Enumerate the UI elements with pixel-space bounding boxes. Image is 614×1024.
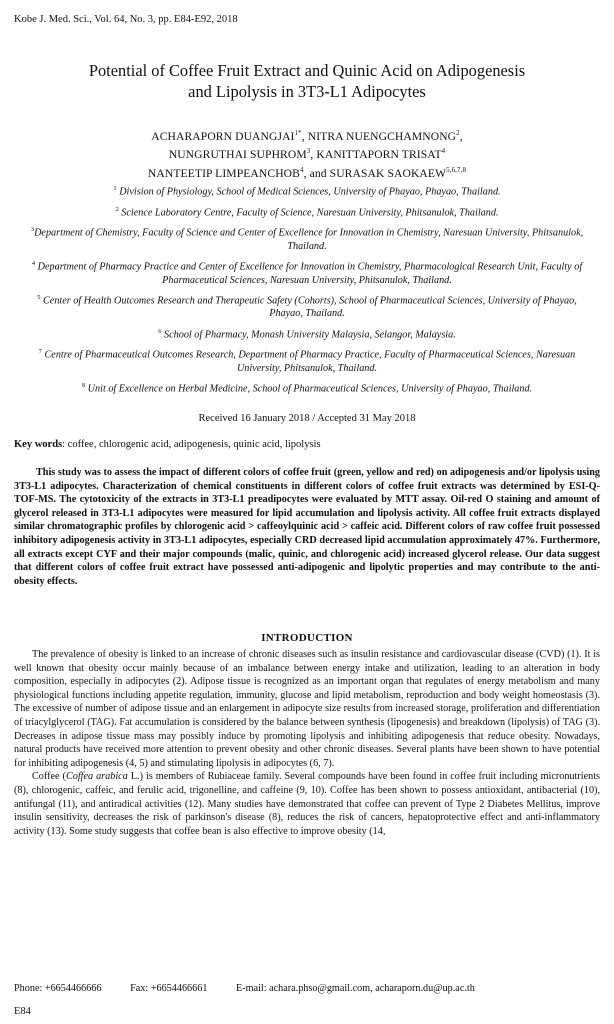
affiliation-text: Department of Pharmacy Practice and Center of Excellence for Innovation in Chemistry, Pharmacological Research Unit, Faculty of Pharmaceutical Sciences, Naresuan University, Phitsanulok, Thailand.	[35, 261, 583, 286]
intro-p2-text: Coffee (	[32, 771, 66, 783]
author-line-1	[20, 126, 594, 144]
running-head: Kobe J. Med. Sci., Vol. 64, No. 3, pp. E84-E92, 2018	[14, 14, 238, 25]
affiliation	[26, 257, 588, 287]
affiliation	[26, 182, 588, 199]
affiliation-sup: 6	[158, 327, 162, 335]
affiliation-sup: 7	[38, 348, 42, 356]
received-dates: Received 16 January 2018 / Accepted 31 May 2018	[198, 413, 416, 424]
affiliation-text: Center of Health Outcomes Research and Therapeutic Safety (Cohorts), School of Pharmaceutical Sciences, University of Phayao, Phayao, Thailand.	[40, 295, 577, 320]
author-name: NUNGRUTHAI SUPHROM	[168, 148, 307, 162]
affiliation	[26, 345, 588, 375]
author-name: NANTEETIP LIMPEANCHOB	[147, 166, 300, 180]
affiliation-sup: 5	[37, 293, 41, 301]
affiliation-text: Centre of Pharmaceutical Outcomes Research, Department of Pharmacy Practice, Faculty of Pharmaceutical Sciences, Naresuan University, Phitsanulok, Thailand.	[41, 349, 576, 374]
footer-fax: Fax: +6654466661	[130, 983, 208, 994]
intro-paragraph-1: The prevalence of obesity is linked to an increase of chronic diseases such as insulin resistance and cardiovascular disease (CVD) (1). It is well known that obesity occur mainly because of an imbalance between energy intake and utilization, leading to an alteration in body composition, especially in adipocytes (2). Adipose tissue is recognized as an important organ that regulates of energy metabolism and many physiological functions including appetite regulation, immunity, glucose and lipid metabolism, reproduction and body weight homeostasis (3). The excessive of number of adipose tissue and an enlargement in adipocyte size results from increased storage, proliferation and differentiation of triacylglycerol (TAG). Fat accumulation is considered by the balance between synthesis (lipogenesis) and breakdown (lipolysis) of TAG (3). Decreases in adipose tissue mass may possibly induce by promoting lipolysis and inhibiting adipogenesis that reduce obesity. Nowadays, natural products have received more attention to prevent obesity and other chronic diseases. Several plants have been shown to have potential for inhibiting adipogenesis (4, 5) and stimulating lipolysis in adipocytes (6, 7).	[14, 649, 600, 769]
affiliation	[26, 203, 588, 220]
author-name: ACHARAPORN DUANGJAI	[151, 129, 295, 143]
affiliation	[26, 223, 588, 253]
title-line-1: Potential of Coffee Fruit Extract and Quinic Acid on Adipogenesis	[88, 61, 526, 80]
author-affil-sup: 4	[299, 165, 304, 174]
author-affil-sup: 4	[441, 147, 446, 156]
author-name: KANITTAPORN TRISAT	[316, 148, 442, 162]
author-affil-sup: 5,6,7,8	[446, 165, 467, 174]
author-name: SURASAK SAOKAEW	[329, 166, 447, 180]
contact-footer	[14, 983, 600, 994]
affiliation-text: Science Laboratory Centre, Faculty of Science, Naresuan University, Phitsanulok, Thailand.	[118, 206, 499, 218]
intro-paragraph-2	[14, 770, 600, 838]
affiliation-sup: 4	[31, 259, 36, 267]
title-line-2: and Lipolysis in 3T3-L1 Adipocytes	[188, 82, 426, 101]
author-affil-sup: 3	[306, 147, 311, 156]
affiliation-sup: 1	[113, 185, 117, 192]
author-sep: ,	[301, 129, 308, 143]
author-name: NITRA NUENGCHAMNONG	[307, 129, 457, 143]
keywords-label: Key words	[14, 439, 63, 450]
affiliation-text: Unit of Excellence on Herbal Medicine, School of Pharmaceutical Sciences, University of Phayao, Thailand.	[85, 383, 533, 395]
affiliation	[26, 379, 588, 396]
affiliation	[26, 325, 588, 342]
affiliation-sup: 3	[30, 226, 35, 234]
page-number: E84	[14, 1006, 31, 1017]
affiliation-sup: 2	[115, 205, 119, 213]
affiliation	[26, 291, 588, 321]
section-heading-introduction: INTRODUCTION	[261, 632, 353, 644]
author-sep: ,	[310, 148, 317, 162]
author-list	[20, 126, 594, 181]
footer-phone: Phone: +6654466666	[14, 983, 102, 994]
author-sep: , and	[303, 166, 330, 180]
paper-title	[20, 60, 594, 102]
author-line-3	[20, 163, 594, 181]
keywords-text: : coffee, chlorogenic acid, adipogenesis, quinic acid, lipolysis	[62, 439, 321, 450]
author-line-2	[20, 144, 594, 162]
author-sep: ,	[459, 129, 463, 143]
species-name: Coffea arabica	[65, 771, 128, 783]
intro-p2-text: L.) is members of Rubiaceae family. Several compounds have been found in coffee fruit including micronutrients (8), chlorogenic, caffeic, and ferulic acid, trigonelline, and caffeine (9, 10). Coffee has been shown to possess antioxidant, antibacterial (10), antifungal (11), and antiradical activities (12). Many studies have demonstrated that coffee can prevent of Type 2 Diabetes Mellitus, improve insulin sensitivity, decreases the risk of parkinson's disease (8), reduces the risk of cancers, hepatoprotective effect and anti-inflammatory activity (13). Some study suggests that coffee bean is also effective to improve obesity (14,	[14, 771, 600, 837]
affiliation-text: Department of Chemistry, Faculty of Science and Center of Excellence for Innovation in Chemistry, Naresuan University, Phitsanulok, Thailand.	[34, 227, 584, 252]
author-affil-sup: 2	[456, 129, 460, 137]
keywords	[14, 439, 600, 450]
affiliation-text: Division of Physiology, School of Medical Sciences, University of Phayao, Phayao, Thailand.	[116, 186, 501, 198]
affiliation-sup: 8	[81, 381, 86, 389]
abstract: This study was to assess the impact of different colors of coffee fruit (green, yellow and red) on adipogenesis and/or lipolysis using 3T3-L1 adipocytes. Characterization of chemical constituents in different colors of coffee fruit extracts was determined by ESI-Q-TOF-MS. The cytotoxicity of the extracts in 3T3-L1 preadipocytes were evaluated by MTT assay. Oil-red O staining and amount of glycerol released in 3T3-L1 adipocytes were measured for lipid accumulation and lipolysis activity. All coffee fruit extracts displayed similar chromatographic profiles by chlorogenic acid > caffeoylquinic acid > caffeic acid. Different colors of raw coffee fruit possessed inhibitory adipogenesis activity in 3T3-L1 adipocytes, especially CRD decreased lipid accumulation approximately 47%. Furthermore, all extracts except CYF and their major compounds (malic, quinic, and chlorogenic acid) increased glycerol release. Our data suggest that different colors of coffee fruit extract have possessed anti-adipogenic and lipolytic properties and may contribute to the anti-obesity effects.	[14, 467, 600, 587]
footer-email: E-mail: achara.phso@gmail.com, acharaporn.du@up.ac.th	[235, 983, 475, 994]
introduction-body	[14, 648, 600, 838]
author-affil-sup: 1*	[294, 129, 302, 137]
affiliations	[26, 182, 588, 400]
affiliation-text: School of Pharmacy, Monash University Malaysia, Selangor, Malaysia.	[161, 328, 456, 340]
